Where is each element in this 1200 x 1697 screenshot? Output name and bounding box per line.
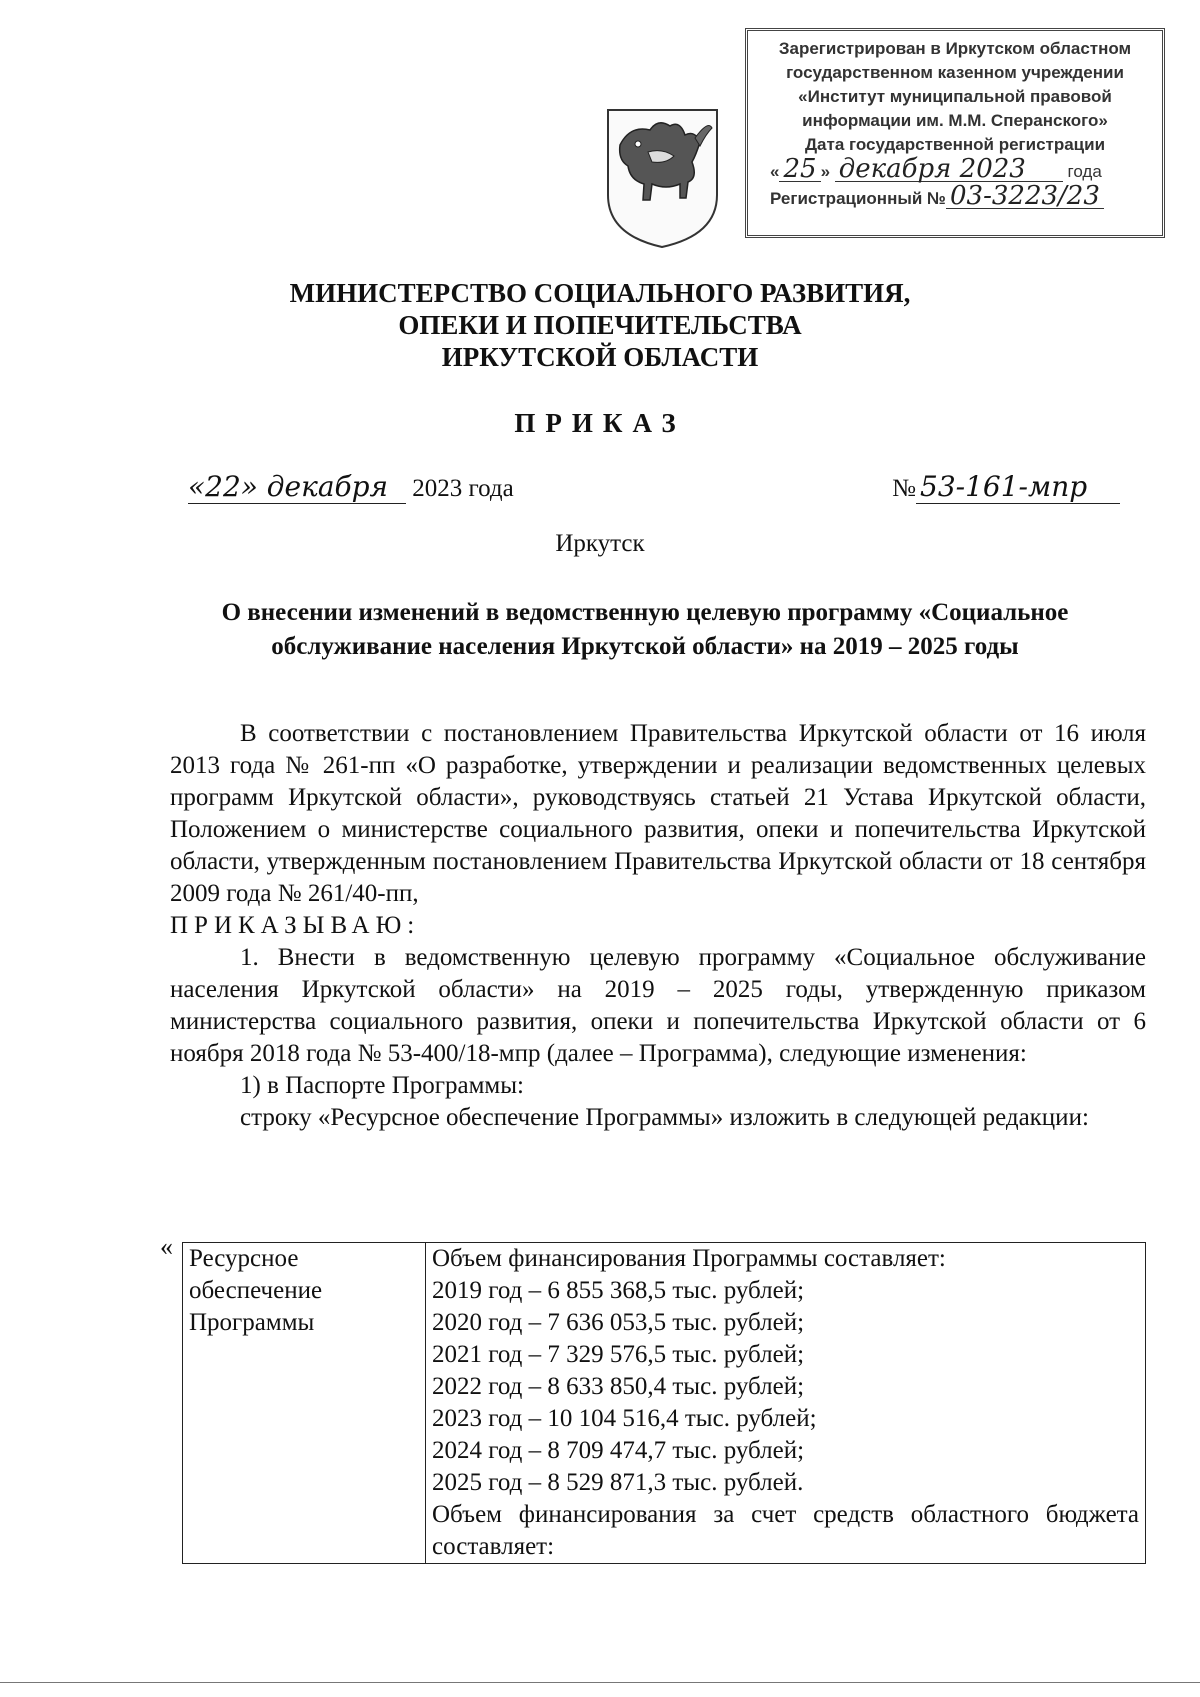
order-number-handwritten: 53-161-мпр [920,470,1088,503]
stamp-date: « 25 » декабря 2023 года [770,154,1102,184]
table-line: Объем финансирования Программы составляет: [432,1245,946,1272]
table-row [183,1243,1146,1564]
stamp-line: Зарегистрирован в Иркутском областном [778,39,1132,58]
order-date [188,470,514,504]
page-bottom-rule [0,1682,1200,1683]
registration-stamp [745,28,1165,238]
subitem-text-paragraph: строку «Ресурсное обеспечение Программы» изложить в следующей редакции: [240,1104,1089,1131]
table-line: 2023 год – 10 104 516,4 тыс. рублей; [432,1405,817,1432]
table-line: 2022 год – 8 633 850,4 тыс. рублей; [432,1373,805,1400]
stamp-line: «Институт муниципальной правовой [798,87,1112,106]
stamp-registration: Регистрационный № 03-3223/23 [748,184,1162,211]
table-line: 2020 год – 7 636 053,5 тыс. рублей; [432,1309,805,1336]
preamble-paragraph: В соответствии с постановлением Правительства Иркутской области от 16 июля 2013 года № 261-пп «О разработке, утверждении и реализации ведомственных целевых программ Иркутской области», руководствуясь статьей 21 Устава Иркутской области, Положением о министерстве социального развития, опеки и попечительства Иркутской области, утвержденным постановлением Правительства Иркутской области от 18 сентября 2009 года № 261/40-пп, [170,720,1146,907]
table-line: 2021 год – 7 329 576,5 тыс. рублей; [432,1341,805,1368]
table-line: Объем финансирования за счет средств областного бюджета составляет: [432,1501,1139,1560]
city: Иркутск [555,530,645,557]
table-line: 2019 год – 6 855 368,5 тыс. рублей; [432,1277,805,1304]
order-word: ПРИКАЗЫВАЮ: [170,912,421,939]
table-line: 2025 год – 8 529 871,3 тыс. рублей. [432,1469,804,1496]
order-title: ПРИКАЗ [514,408,686,438]
stamp-reg-number: 03-3223/23 [946,184,1104,209]
order-date-handwritten: «22» декабря [188,470,389,503]
table-line: 2024 год – 8 709 474,7 тыс. рублей; [432,1437,805,1464]
ministry-name: МИНИСТЕРСТВО СОЦИАЛЬНОГО РАЗВИТИЯ, ОПЕКИ И ПОПЕЧИТЕЛЬСТВА ИРКУТСКОЙ ОБЛАСТИ [289,278,911,372]
order-date-year: 2023 года [412,475,514,502]
irkutsk-coat-of-arms-icon [600,100,725,250]
opening-quote: « [160,1232,173,1261]
resource-table [182,1242,1146,1564]
item-1-paragraph: 1. Внести в ведомственную целевую программу «Социальное обслуживание населения Иркутской области» на 2019 – 2025 годы, утвержденную приказом министерства социального развития, опеки и попечительства Иркутской области от 6 ноября 2018 года № 53-400/18-мпр (далее – Программа), следующие изменения: [170,944,1146,1067]
stamp-line: Дата государственной регистрации [804,135,1106,154]
stamp-date-day: 25 [779,157,820,182]
stamp-date-month: декабря 2023 [835,157,1063,182]
stamp-line: информации им. М.М. Сперанского» [802,111,1108,130]
order-number: № 53-161-мпр [892,470,1120,504]
table-label-cell: Ресурсное обеспечение Программы [183,1243,426,1564]
document-body [170,718,1146,1134]
subitem-1-paragraph: 1) в Паспорте Программы: [240,1072,524,1099]
document-heading: О внесении изменений в ведомственную целевую программу «Социальное обслуживание населения Иркутской области» на 2019 – 2025 годы [221,599,1069,660]
stamp-line: государственном казенном учреждении [786,63,1124,82]
table-value-cell [426,1243,1146,1564]
